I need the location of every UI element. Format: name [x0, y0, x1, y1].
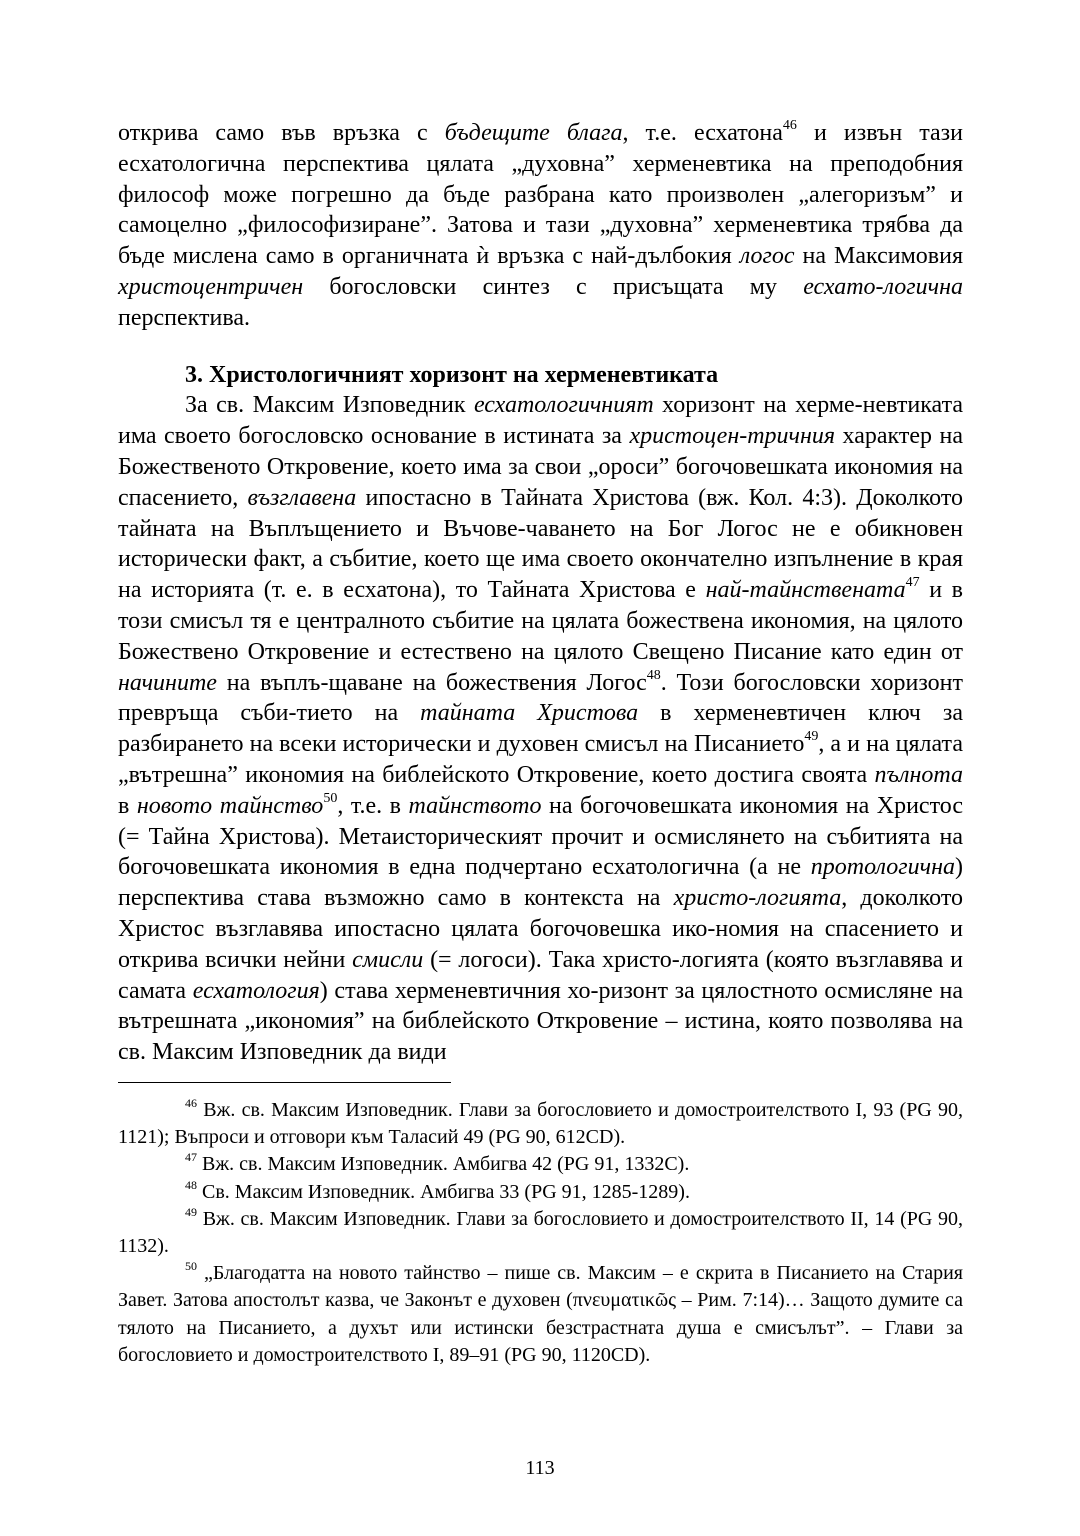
footnote-text: Вж. св. Максим Изповедник. Глави за богословието и домостроителството II, 14 (PG 90, 1132). [118, 1207, 963, 1257]
footnote-text: Вж. св. Максим Изповедник. Амбигва 42 (PG 91, 1332C). [197, 1153, 690, 1176]
text-run: (= логоси). Така христо-логията (която възглавява и самата [118, 946, 963, 1004]
italic-term: есхатологичният [473, 392, 654, 419]
text-run: богословски синтез с присъщата му [303, 273, 804, 300]
text-run: в херменевтичен ключ за разбирането на всеки исторически и духовен смисъл на Писанието [118, 700, 963, 758]
footnote-text: Св. Максим Изповедник. Амбигва 33 (PG 91, 1285-1289). [197, 1180, 690, 1203]
text-run: на въплъ-щаване на божествения Логос [216, 669, 647, 696]
italic-term: христоцен-тричния [629, 423, 836, 450]
text-run: ) перспектива става възможно само в контекста на [118, 854, 963, 912]
text-run: и в този смисъл тя е централното събитие на цялата божествена икономия, на цялото Божествено Откровение и естествено на цялото Свещено Писание като един от [118, 577, 963, 665]
footnote-47 [118, 1151, 963, 1178]
paragraph-main [118, 390, 963, 1068]
page-content [118, 118, 963, 1369]
italic-term: есхатология [192, 977, 320, 1004]
footnotes [118, 1097, 963, 1369]
text-run: , доколкото Христос възглавява ипостасно цялата богочовешка ико-номия на спасението и открива всички нейни [118, 885, 963, 973]
footnote-number: 48 [185, 1177, 197, 1192]
italic-term: възглавена [247, 484, 357, 511]
text-run: ипостасно в Тайната Христова (вж. Кол. 4:3). Доколкото тайната на Въплъщението и Въчове-чаването на Бог Логос не е обикновен исторически факт, а събитие, което ще има своето окончателно изпълнение в края на историята (т. е. в есхатона), то Тайната Христова е [118, 484, 963, 604]
text-run: открива само във връзка с [118, 120, 445, 146]
footnote-number: 50 [185, 1259, 197, 1274]
footnote-text: „Благодатта на новото тайнство – пише св. Максим – е скрита в Писанието на Стария Завет. Затова апостолът казва, че Законът е духовен (πνευματικῶς – Рим. 7:14)… Защото думите са тялото на Писанието, а духът или истински безстрастната душа е смисълът”. – Глави за богословието и домостроителството I, 89–91 (PG 90, 1120CD). [118, 1262, 963, 1366]
body-text [118, 118, 963, 1068]
section-heading: 3. Христологичният хоризонт на херменевтиката [185, 361, 719, 388]
footnote-ref-46[interactable]: 46 [782, 118, 797, 133]
footnote-46 [118, 1097, 963, 1151]
footnote-text: Вж. св. Максим Изповедник. Глави за богословието и домостроителството I, 93 (PG 90, 1121); Въпроси и отговори към Таласий 49 (PG 90, 612CD). [118, 1098, 963, 1149]
italic-term: най-тайнствената [705, 577, 906, 604]
italic-term: начините [118, 669, 217, 696]
text-run: За св. Максим Изповедник [185, 392, 474, 419]
footnote-ref-50[interactable]: 50 [323, 790, 338, 806]
text-run: в [118, 792, 137, 819]
footnote-49 [118, 1206, 963, 1260]
footnote-number: 47 [185, 1150, 197, 1165]
footnote-50 [118, 1260, 963, 1369]
footnote-48 [118, 1179, 963, 1206]
text-run: на богочовешката икономия на Христос (= Тайна Христова). Метаисторическият прочит и осмислянето на събитията на богочовешката икономия в една подчертано есхатологична (а не [118, 792, 963, 881]
footnote-separator [118, 1082, 451, 1083]
italic-term: тайната Христова [420, 700, 639, 727]
italic-term: протологична [810, 854, 955, 881]
text-run: хоризонт на херме-невтиката има своето богословско основание в истината за [118, 392, 963, 450]
footnote-ref-47[interactable]: 47 [905, 575, 920, 591]
text-run: . Този богословски хоризонт превръща съби-тието на [118, 669, 964, 727]
text-run: , т.е. в [337, 792, 409, 819]
italic-term: бъдещите блага [444, 120, 623, 146]
text-run: на Максимовия [794, 243, 964, 270]
page-number: 113 [525, 1457, 555, 1479]
text-run: перспектива. [118, 304, 250, 331]
paragraph-continued [118, 118, 963, 334]
italic-term: новото тайнство [136, 792, 324, 819]
italic-term: логос [739, 243, 795, 270]
italic-term: пълнота [874, 761, 963, 788]
italic-term: смисли [352, 946, 424, 973]
text-run: , т.е. есхатона [622, 120, 783, 146]
italic-term: тайнството [408, 792, 542, 819]
footnote-ref-49[interactable]: 49 [804, 729, 819, 745]
italic-term: есхато-логична [803, 273, 963, 300]
text-run: и извън тази есхатологична перспектива цялата „духовна” херменевтика на преподобния философ може погрешно да бъде разбрана като произволен „алегоризъм” и самоцелно „философизиране”. Затова и тази „духовна” херменевтика трябва да бъде мислена само в органичната ѝ връзка с най-дълбокия [118, 120, 964, 270]
footnote-number: 49 [185, 1204, 197, 1219]
text-run: ) става херменевтичния хо-ризонт за цялостното осмисляне на вътрешната „икономия” на библейското Откровение – истина, която позволява на св. Максим Изповедник да види [118, 977, 963, 1066]
italic-term: христо-логията [673, 885, 842, 912]
footnote-number: 46 [185, 1095, 197, 1110]
text-run: , а и на цялата „вътрешна” икономия на библейското Откровение, което достига своята [118, 731, 963, 788]
footnote-ref-48[interactable]: 48 [646, 667, 661, 683]
text-run: характер на Божественото Откровение, което има за свои „ороси” богочовешката икономия на спасението, [118, 423, 963, 511]
italic-term: христоцентричен [118, 273, 304, 300]
